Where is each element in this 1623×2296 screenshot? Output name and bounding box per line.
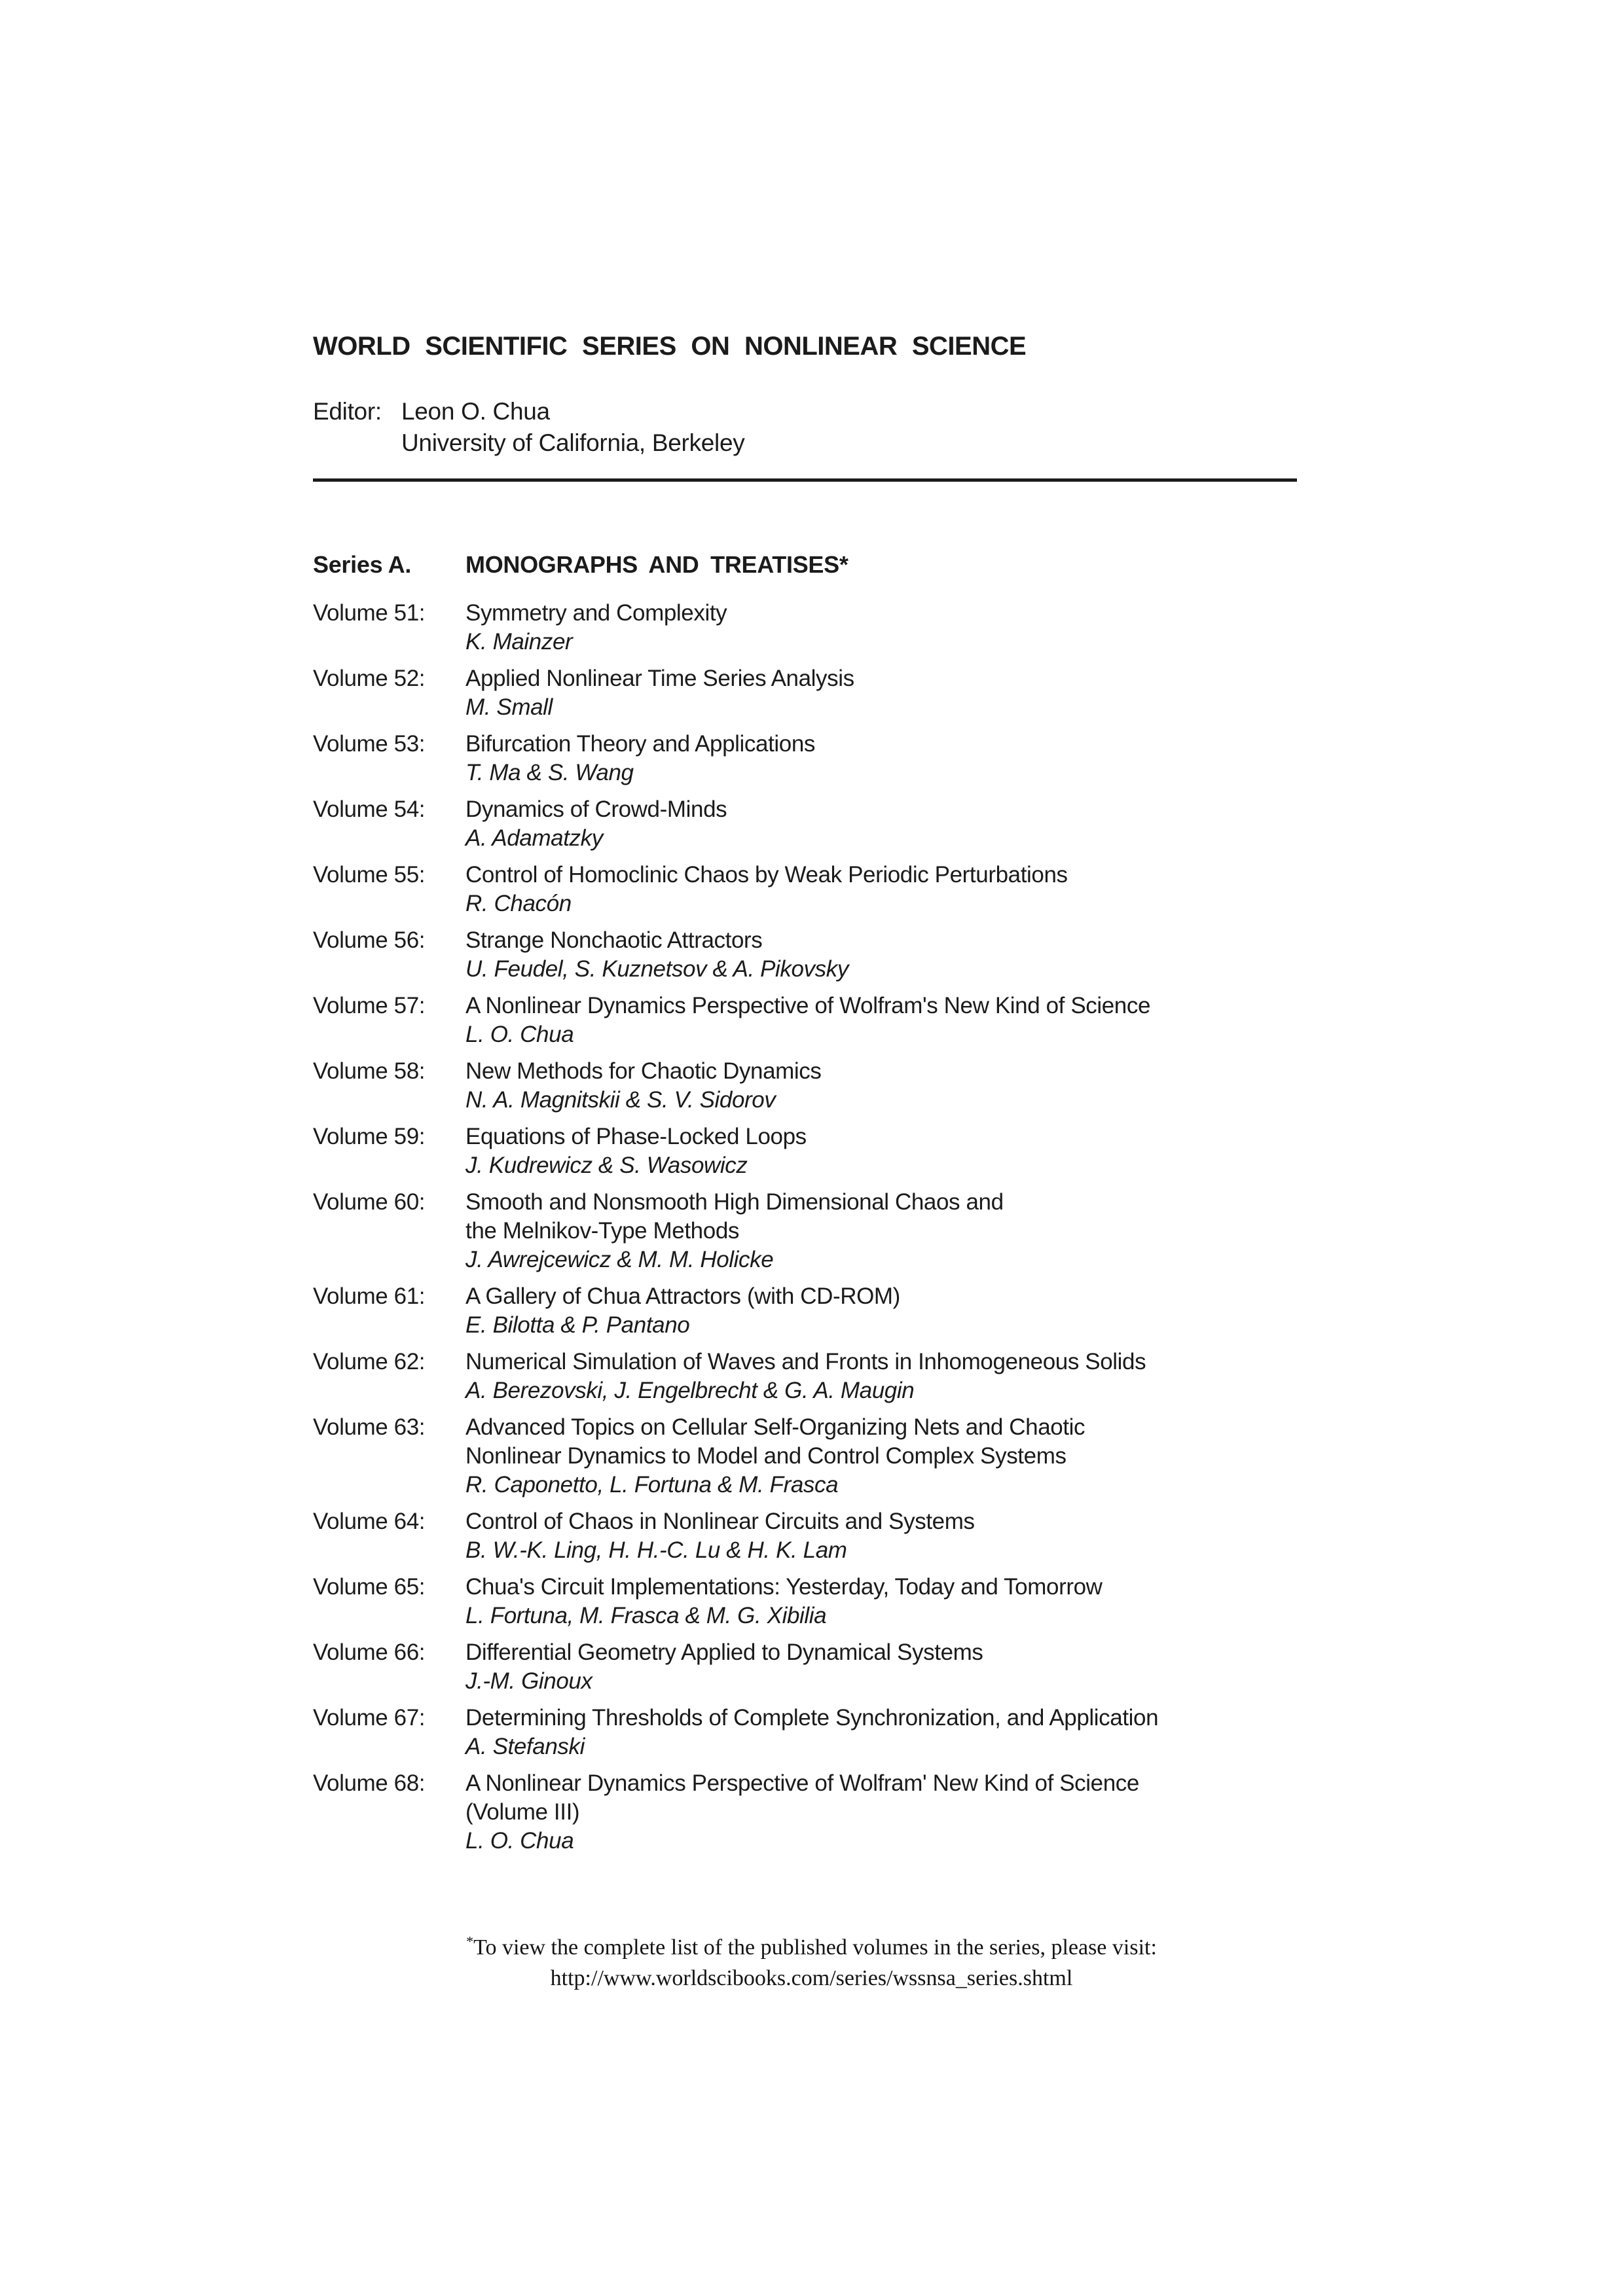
volume-title-line: Control of Chaos in Nonlinear Circuits and Systems [465, 1509, 975, 1534]
volume-title-line: Symmetry and Complexity [465, 600, 727, 626]
volume-label: Volume 60: [313, 1189, 426, 1215]
footnote [0, 1932, 1623, 1994]
volume-entry [313, 1769, 1297, 1856]
volume-title-line: A Nonlinear Dynamics Perspective of Wolfram' New Kind of Science [465, 1770, 1139, 1796]
volume-label: Volume 59: [313, 1124, 426, 1149]
volume-title-line: Equations of Phase-Locked Loops [465, 1124, 807, 1149]
volume-body [465, 1507, 975, 1565]
series-heading-row [313, 550, 1297, 579]
volume-label: Volume 62: [313, 1349, 426, 1374]
volume-list [313, 599, 1297, 1856]
volume-label: Volume 66: [313, 1640, 426, 1665]
page-title: WORLD SCIENTIFIC SERIES ON NONLINEAR SCIENCE [313, 332, 1027, 361]
volume-entry [313, 1122, 1297, 1180]
volume-label: Volume 67: [313, 1705, 426, 1731]
volume-entry [313, 1413, 1297, 1499]
volume-body [465, 926, 848, 984]
volume-entry [313, 926, 1297, 984]
volume-entry [313, 1188, 1297, 1274]
volume-entry [313, 730, 1297, 787]
volume-body [465, 664, 854, 722]
volume-body [465, 1704, 1158, 1761]
volume-entry [313, 1573, 1297, 1630]
volume-authors: T. Ma & S. Wang [465, 760, 634, 785]
volume-body [465, 795, 727, 853]
volume-body [465, 992, 1150, 1049]
volume-title-line: Bifurcation Theory and Applications [465, 731, 816, 757]
volume-authors: L. Fortuna, M. Frasca & M. G. Xibilia [465, 1603, 827, 1628]
volume-title-line: Differential Geometry Applied to Dynamical Systems [465, 1640, 983, 1665]
volume-authors: L. O. Chua [465, 1022, 574, 1047]
volume-label: Volume 58: [313, 1058, 426, 1084]
volume-title-line: Strange Nonchaotic Attractors [465, 927, 763, 953]
volume-title-line: the Melnikov-Type Methods [465, 1218, 739, 1244]
volume-entry [313, 795, 1297, 853]
volume-title-line: Nonlinear Dynamics to Model and Control Complex Systems [465, 1443, 1067, 1469]
volume-label: Volume 61: [313, 1283, 426, 1309]
volume-entry [313, 599, 1297, 656]
volume-label: Volume 64: [313, 1509, 426, 1534]
volume-entry [313, 861, 1297, 918]
footnote-line1: To view the complete list of the published volumes in the series, please visit: [473, 1935, 1157, 1960]
volume-authors: M. Small [465, 694, 553, 720]
volume-entry [313, 1057, 1297, 1115]
volume-title-line: (Volume III) [465, 1799, 580, 1825]
volume-label: Volume 51: [313, 600, 426, 626]
volume-title-line: Numerical Simulation of Waves and Fronts in Inhomogeneous Solids [465, 1349, 1146, 1374]
volume-body [465, 1057, 822, 1115]
volume-authors: J.-M. Ginoux [465, 1668, 593, 1694]
volume-entry [313, 1507, 1297, 1565]
volume-authors: J. Kudrewicz & S. Wasowicz [465, 1153, 748, 1178]
volume-authors: E. Bilotta & P. Pantano [465, 1312, 690, 1338]
volume-authors: N. A. Magnitskii & S. V. Sidorov [465, 1087, 776, 1113]
volume-title-line: Smooth and Nonsmooth High Dimensional Chaos and [465, 1189, 1004, 1215]
volume-body [465, 861, 1068, 918]
volume-entry [313, 1282, 1297, 1340]
series-heading: MONOGRAPHS AND TREATISES* [465, 551, 848, 578]
volume-title-line: Advanced Topics on Cellular Self-Organizing Nets and Chaotic [465, 1414, 1085, 1440]
volume-authors: A. Adamatzky [465, 825, 603, 851]
editor-label: Editor: [313, 398, 382, 425]
volume-label: Volume 56: [313, 927, 426, 953]
editor-affiliation: University of California, Berkeley [401, 429, 745, 456]
volume-authors: J. Awrejcewicz & M. M. Holicke [465, 1247, 774, 1272]
volume-entry [313, 992, 1297, 1049]
volume-label: Volume 63: [313, 1414, 426, 1440]
volume-body [465, 1282, 900, 1340]
content-column [313, 0, 1297, 1863]
volume-authors: L. O. Chua [465, 1828, 574, 1854]
volume-body [465, 1573, 1103, 1630]
volume-authors: B. W.-K. Ling, H. H.-C. Lu & H. K. Lam [465, 1537, 847, 1563]
editor-info [401, 396, 744, 459]
volume-authors: A. Berezovski, J. Engelbrecht & G. A. Maugin [465, 1378, 915, 1403]
footnote-asterisk: * [466, 1933, 474, 1950]
volume-body [465, 599, 727, 656]
volume-body [465, 730, 815, 787]
volume-entry [313, 664, 1297, 722]
volume-authors: K. Mainzer [465, 629, 573, 655]
volume-title-line: New Methods for Chaotic Dynamics [465, 1058, 822, 1084]
volume-entry [313, 1704, 1297, 1761]
volume-title-line: Applied Nonlinear Time Series Analysis [465, 666, 854, 691]
volume-label: Volume 53: [313, 731, 426, 757]
volume-entry [313, 1638, 1297, 1696]
volume-label: Volume 52: [313, 666, 426, 691]
volume-authors: A. Stefanski [465, 1734, 585, 1759]
volume-label: Volume 65: [313, 1574, 426, 1600]
footnote-url: http://www.worldscibooks.com/series/wssnsa_series.shtml [550, 1966, 1073, 1990]
volume-title-line: Chua's Circuit Implementations: Yesterday, Today and Tomorrow [465, 1574, 1103, 1600]
volume-body [465, 1769, 1139, 1856]
volume-label: Volume 55: [313, 862, 426, 888]
volume-label: Volume 57: [313, 993, 426, 1018]
volume-title-line: Control of Homoclinic Chaos by Weak Periodic Perturbations [465, 862, 1068, 888]
editor-block [313, 396, 1297, 459]
volume-authors: U. Feudel, S. Kuznetsov & A. Pikovsky [465, 956, 848, 982]
volume-body [465, 1413, 1085, 1499]
footnote-text [0, 1932, 1623, 1963]
volume-title-line: A Gallery of Chua Attractors (with CD-ROM) [465, 1283, 900, 1309]
series-label: Series A. [313, 551, 412, 578]
volume-authors: R. Caponetto, L. Fortuna & M. Frasca [465, 1472, 839, 1498]
volume-body [465, 1188, 1004, 1274]
divider-rule [313, 478, 1297, 482]
volume-label: Volume 68: [313, 1770, 426, 1796]
volume-body [465, 1122, 807, 1180]
editor-name: Leon O. Chua [401, 398, 550, 425]
volume-title-line: Dynamics of Crowd-Minds [465, 797, 727, 822]
volume-label: Volume 54: [313, 797, 426, 822]
volume-body [465, 1638, 983, 1696]
volume-entry [313, 1348, 1297, 1405]
volume-title-line: A Nonlinear Dynamics Perspective of Wolfram's New Kind of Science [465, 993, 1151, 1018]
volume-authors: R. Chacón [465, 891, 572, 916]
volume-title-line: Determining Thresholds of Complete Synchronization, and Application [465, 1705, 1159, 1731]
volume-body [465, 1348, 1146, 1405]
